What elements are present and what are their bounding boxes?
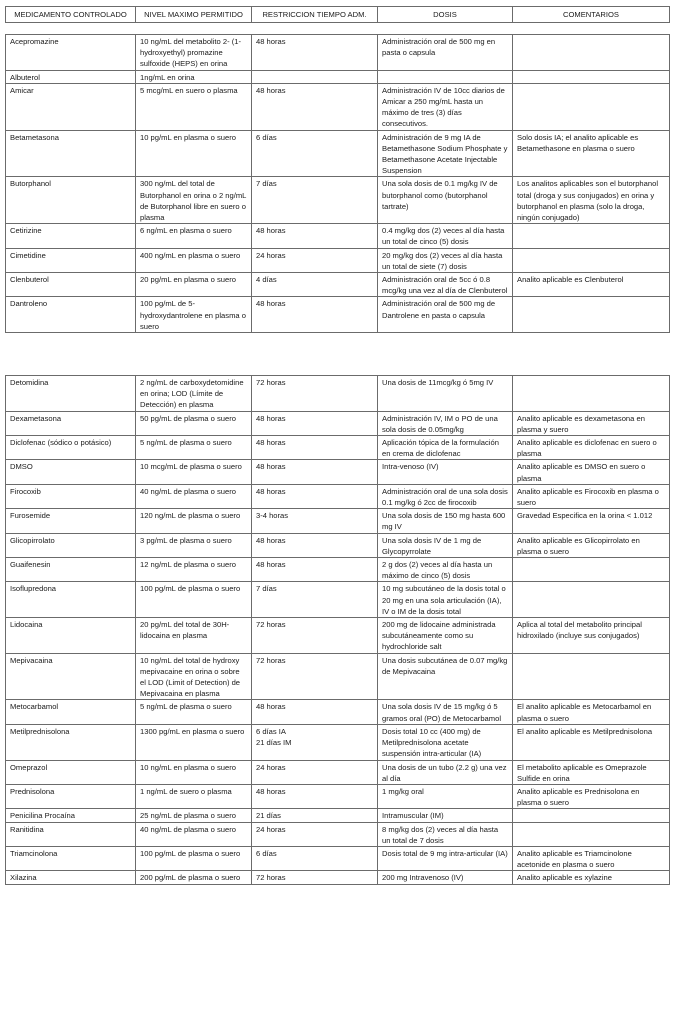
table-row [6,273,670,297]
cell-dose: Una sola dosis IV de 1 mg de Glycopyrrolate [378,533,513,557]
cell-comment [513,297,670,333]
drug-table-part2 [5,375,670,885]
cell-level: 1300 pg/mL en plasma o suero [136,724,252,760]
cell-comment [513,248,670,272]
cell-time: 7 días [252,582,378,618]
cell-dose: Una sola dosis IV de 15 mg/kg ó 5 gramos oral (PO) de Metocarbamol [378,700,513,724]
table-row [6,177,670,224]
cell-time: 48 horas [252,224,378,248]
cell-comment [513,376,670,412]
cell-time: 48 horas [252,484,378,508]
cell-level: 40 ng/mL de plasma o suero [136,822,252,846]
cell-dose: Administración IV de 10cc diarios de Amicar a 250 mg/mL hasta un máximo de tres (3) días consecutivos. [378,83,513,130]
cell-drug: Cimetidine [6,248,136,272]
cell-time: 3-4 horas [252,509,378,533]
cell-drug: Acepromazine [6,35,136,71]
cell-comment [513,558,670,582]
cell-level: 25 ng/mL de plasma o suero [136,809,252,822]
table-row [6,460,670,484]
header-comments: COMENTARIOS [513,7,670,23]
cell-time: 6 días [252,130,378,177]
cell-level: 1ng/mL en orina [136,70,252,83]
cell-comment: Solo dosis IA; el analito aplicable es Betamethasone en plasma o suero [513,130,670,177]
cell-dose: 20 mg/kg dos (2) veces al día hasta un total de siete (7) dosis [378,248,513,272]
cell-dose: Una sola dosis de 150 mg hasta 600 mg IV [378,509,513,533]
cell-drug: Butorphanol [6,177,136,224]
cell-level: 100 pg/mL de plasma o suero [136,846,252,870]
table-row [6,822,670,846]
table-row [6,871,670,884]
cell-comment: El analito aplicable es Metilprednisolona [513,724,670,760]
table-row [6,846,670,870]
cell-drug: Omeprazol [6,760,136,784]
cell-dose: Una dosis de un tubo (2.2 g) una vez al día [378,760,513,784]
cell-comment [513,809,670,822]
cell-time: 48 horas [252,297,378,333]
table-row [6,224,670,248]
cell-time: 72 horas [252,618,378,654]
cell-drug: Triamcinolona [6,846,136,870]
cell-level: 10 ng/mL del metabolito 2- (1-hydroxyethyl) promazine sulfoxide (HEPS) en orina [136,35,252,71]
cell-time: 72 horas [252,653,378,700]
header-dose: DOSIS [378,7,513,23]
table-row [6,297,670,333]
cell-comment: El metabolito aplicable es Omeprazole Sulfide en orina [513,760,670,784]
cell-level: 100 pg/mL de 5-hydroxydantrolene en plasma o suero [136,297,252,333]
cell-comment: Analito aplicable es Clenbuterol [513,273,670,297]
cell-comment [513,653,670,700]
header-drug: MEDICAMENTO CONTROLADO [6,7,136,23]
cell-time: 21 días [252,809,378,822]
cell-time: 6 días [252,846,378,870]
cell-dose: Administración oral de 500 mg de Dantrolene en pasta o capsula [378,297,513,333]
cell-level: 40 ng/mL de plasma o suero [136,484,252,508]
cell-dose: 200 mg Intravenoso (IV) [378,871,513,884]
cell-comment: Analito aplicable es Triamcinolone acetonide en plasma o suero [513,846,670,870]
cell-dose: Una dosis subcutánea de 0.07 mg/kg de Mepivacaina [378,653,513,700]
cell-time: 48 horas [252,83,378,130]
table-row [6,809,670,822]
cell-time: 72 horas [252,376,378,412]
cell-comment: Los analitos aplicables son el butorphanol total (droga y sus conjugados) en orina y butorphanol en plasma (solo la droga, ningún conjugado) [513,177,670,224]
cell-drug: Betametasona [6,130,136,177]
header-level: NIVEL MAXIMO PERMITIDO [136,7,252,23]
cell-drug: Clenbuterol [6,273,136,297]
table-row [6,700,670,724]
cell-time: 6 días IA 21 días IM [252,724,378,760]
cell-comment [513,822,670,846]
cell-drug: Furosemide [6,509,136,533]
cell-time: 72 horas [252,871,378,884]
cell-comment [513,83,670,130]
table-row [6,436,670,460]
drug-table-part1 [5,34,670,333]
cell-level: 5 mcg/mL en suero o plasma [136,83,252,130]
cell-dose: Administración IV, IM o PO de una sola dosis de 0.05mg/kg [378,411,513,435]
cell-drug: Detomidina [6,376,136,412]
cell-drug: DMSO [6,460,136,484]
cell-time: 48 horas [252,700,378,724]
cell-comment [513,70,670,83]
cell-drug: Penicilina Procaína [6,809,136,822]
cell-time: 48 horas [252,35,378,71]
cell-comment: Analito aplicable es Firocoxib en plasma o suero [513,484,670,508]
cell-drug: Metilprednisolona [6,724,136,760]
cell-level: 3 pg/mL de plasma o suero [136,533,252,557]
cell-time: 48 horas [252,784,378,808]
cell-level: 12 ng/mL de plasma o suero [136,558,252,582]
cell-dose [378,70,513,83]
cell-drug: Metocarbamol [6,700,136,724]
cell-drug: Prednisolona [6,784,136,808]
cell-time: 7 días [252,177,378,224]
cell-dose: Administración oral de 5cc ó 0.8 mcg/kg una vez al día de Clenbuterol [378,273,513,297]
cell-dose: Una dosis de 11mcg/kg ó 5mg IV [378,376,513,412]
cell-level: 1 ng/mL de suero o plasma [136,784,252,808]
table-row [6,248,670,272]
table-row [6,70,670,83]
table-row [6,618,670,654]
table-row [6,760,670,784]
cell-level: 20 pg/mL del total de 30H-lidocaina en plasma [136,618,252,654]
cell-comment: Analito aplicable es Glicopirrolato en plasma o suero [513,533,670,557]
cell-dose: Dosis total de 9 mg intra-articular (IA) [378,846,513,870]
cell-dose: Intra-venoso (IV) [378,460,513,484]
cell-level: 2 ng/mL de carboxydetomidine en orina; LOD (Límite de Detección) en plasma [136,376,252,412]
cell-dose: 1 mg/kg oral [378,784,513,808]
cell-level: 10 pg/mL en plasma o suero [136,130,252,177]
cell-time: 48 horas [252,460,378,484]
table-row [6,533,670,557]
cell-time: 24 horas [252,248,378,272]
cell-dose: Intramuscular (IM) [378,809,513,822]
cell-level: 5 ng/mL de plasma o suero [136,700,252,724]
cell-level: 10 mcg/mL de plasma o suero [136,460,252,484]
cell-comment [513,224,670,248]
table-row [6,35,670,71]
cell-drug: Diclofenac (sódico o potásico) [6,436,136,460]
cell-dose: 10 mg subcutáneo de la dosis total o 20 mg en una sola articulación (IA), IV o IM de la dosis total [378,582,513,618]
cell-comment [513,582,670,618]
table-row [6,130,670,177]
cell-level: 6 ng/mL en plasma o suero [136,224,252,248]
cell-time: 4 días [252,273,378,297]
table-row [6,582,670,618]
cell-time: 48 horas [252,558,378,582]
cell-comment: Analito aplicable es dexametasona en plasma y suero [513,411,670,435]
table-row [6,724,670,760]
cell-time: 48 horas [252,533,378,557]
cell-level: 120 ng/mL de plasma o suero [136,509,252,533]
cell-dose: Aplicación tópica de la formulación en crema de diclofenac [378,436,513,460]
cell-comment: Gravedad Especifica en la orina < 1.012 [513,509,670,533]
cell-drug: Isoflupredona [6,582,136,618]
cell-dose: 8 mg/kg dos (2) veces al día hasta un total de 7 dosis [378,822,513,846]
cell-comment: Analito aplicable es DMSO en suero o plasma [513,460,670,484]
cell-dose: 0.4 mg/kg dos (2) veces al día hasta un total de cinco (5) dosis [378,224,513,248]
cell-level: 10 ng/mL del total de hydroxy mepivacaine en orina o sobre el LOD (Limit of Detection) de Mepivacaina en plasma [136,653,252,700]
cell-level: 300 ng/mL del total de Butorphanol en orina o 2 ng/mL de Butorphanol libre en suero o plasma [136,177,252,224]
cell-level: 20 pg/mL en plasma o suero [136,273,252,297]
cell-comment: Aplica al total del metabolito principal hidroxilado (incluye sus conjugados) [513,618,670,654]
cell-dose: Una sola dosis de 0.1 mg/kg IV de butorphanol como (butorphanol tartrate) [378,177,513,224]
cell-level: 400 ng/mL en plasma o suero [136,248,252,272]
header-time: RESTRICCION TIEMPO ADM. [252,7,378,23]
table-row [6,558,670,582]
cell-comment: El analito aplicable es Metocarbamol en plasma o suero [513,700,670,724]
cell-drug: Albuterol [6,70,136,83]
cell-dose: Administración de 9 mg IA de Betamethasone Sodium Phosphate y Betamethasone Acetate Injectable Suspension [378,130,513,177]
cell-drug: Lidocaina [6,618,136,654]
cell-level: 5 ng/mL de plasma o suero [136,436,252,460]
table-header [5,6,670,23]
cell-dose: 200 mg de lidocaine administrada subcutáneamente como su hydrochloride salt [378,618,513,654]
cell-comment: Analito aplicable es Prednisolona en plasma o suero [513,784,670,808]
cell-time: 48 horas [252,411,378,435]
cell-comment: Analito aplicable es xylazine [513,871,670,884]
cell-drug: Glicopirrolato [6,533,136,557]
table-row [6,484,670,508]
table-row [6,509,670,533]
cell-time: 24 horas [252,822,378,846]
cell-drug: Dantroleno [6,297,136,333]
cell-time: 24 horas [252,760,378,784]
cell-dose: Administración oral de una sola dosis 0.1 mg/kg ó 2cc de firocoxib [378,484,513,508]
cell-drug: Amicar [6,83,136,130]
cell-dose: 2 g dos (2) veces al día hasta un máximo de cinco (5) dosis [378,558,513,582]
cell-comment: Analito aplicable es diclofenac en suero o plasma [513,436,670,460]
cell-drug: Firocoxib [6,484,136,508]
table-row [6,411,670,435]
cell-dose: Dosis total 10 cc (400 mg) de Metilprednisolona acetate suspensión intra-articular (IA) [378,724,513,760]
table-row [6,376,670,412]
table-row [6,784,670,808]
cell-time [252,70,378,83]
cell-drug: Ranitidina [6,822,136,846]
cell-drug: Dexametasona [6,411,136,435]
cell-drug: Mepivacaina [6,653,136,700]
cell-level: 100 pg/mL de plasma o suero [136,582,252,618]
cell-drug: Xilazina [6,871,136,884]
table-row [6,83,670,130]
cell-comment [513,35,670,71]
cell-level: 200 pg/mL de plasma o suero [136,871,252,884]
cell-level: 50 pg/mL de plasma o suero [136,411,252,435]
cell-drug: Cetirizine [6,224,136,248]
cell-drug: Guaifenesin [6,558,136,582]
cell-level: 10 ng/mL en plasma o suero [136,760,252,784]
table-row [6,653,670,700]
cell-dose: Administración oral de 500 mg en pasta o capsula [378,35,513,71]
cell-time: 48 horas [252,436,378,460]
